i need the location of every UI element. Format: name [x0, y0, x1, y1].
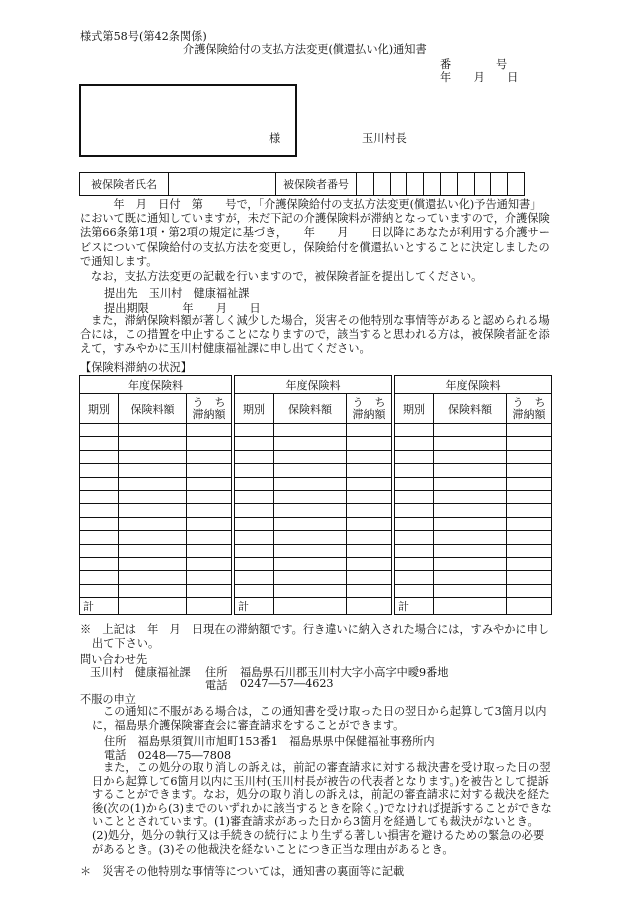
amount-cell[interactable]: [119, 464, 187, 477]
arrears-cell[interactable]: [187, 490, 232, 503]
amount-cell[interactable]: [274, 424, 347, 437]
total-label: 計: [235, 598, 274, 615]
period-cell[interactable]: [235, 544, 274, 557]
contact-address-label: 住所: [205, 666, 228, 679]
amount-cell[interactable]: [434, 490, 507, 503]
insured-number-digit[interactable]: [474, 173, 491, 196]
arrears-cell[interactable]: [347, 464, 392, 477]
arrears-cell[interactable]: [347, 544, 392, 557]
amount-cell[interactable]: [434, 557, 507, 570]
arrears-cell[interactable]: [507, 571, 552, 584]
period-cell[interactable]: [235, 571, 274, 584]
col-period: 期別: [80, 394, 119, 424]
period-cell[interactable]: [235, 437, 274, 450]
period-cell[interactable]: [395, 504, 434, 517]
amount-cell[interactable]: [274, 571, 347, 584]
amount-cell[interactable]: [434, 584, 507, 597]
col-arrears: [187, 394, 232, 424]
period-cell[interactable]: [80, 557, 119, 570]
arrears-cell[interactable]: [187, 584, 232, 597]
document-title: 介護保険給付の支払方法変更(償還払い化)通知書: [183, 43, 427, 56]
amount-cell[interactable]: [274, 557, 347, 570]
period-cell[interactable]: [235, 490, 274, 503]
arrears-cell[interactable]: [507, 464, 552, 477]
body-paragraph-3: また，滞納保険料額が著しく減少した場合，災害その他特別な事情等があると認められる場合には，この措置を中止することになりますので，該当すると思われる方は，被保険者証を添えて，すみやかに玉川村健康福祉課に申し出てください。: [80, 314, 550, 356]
amount-cell[interactable]: [119, 437, 187, 450]
amount-cell[interactable]: [274, 464, 347, 477]
amount-cell[interactable]: [119, 557, 187, 570]
arrears-cell[interactable]: [187, 424, 232, 437]
insured-number-digit[interactable]: [407, 173, 424, 196]
arrears-cell[interactable]: [347, 477, 392, 490]
amount-cell[interactable]: [434, 424, 507, 437]
period-cell[interactable]: [80, 531, 119, 544]
issuer-name: 玉川村長: [362, 132, 407, 145]
contact-tel: 0247―57―4623: [240, 677, 334, 690]
period-cell[interactable]: [395, 477, 434, 490]
arrears-note: ※ 上記は 年 月 日現在の滞納額です。行き違いに納入された場合には，すみやかに申し出て下さい。: [80, 623, 549, 650]
total-label: 計: [80, 598, 119, 615]
arrears-cell[interactable]: [507, 531, 552, 544]
period-cell[interactable]: [80, 571, 119, 584]
submit-to: 提出先 玉川村 健康福祉課: [104, 287, 250, 300]
amount-cell[interactable]: [274, 584, 347, 597]
arrears-cell[interactable]: [507, 584, 552, 597]
insured-number-digit[interactable]: [491, 173, 508, 196]
appeal-paragraph-2: また，この処分の取り消しの訴えは，前記の審査請求に対する裁決書を受け取った日の翌日から起算して6箇月以内に玉川村(玉川村長が被告の代表者となります。)を被告として提訴することができます。なお，処分の取り消しの訴えは，前記の審査請求に対する裁決を経た後(次の(1)から(3)までのいずれかに該当するときを除く。)でなければ提訴することができないこととされています。(1)審査請求があった日から3箇月を経過しても裁決がないとき。(2)処分，処分の執行又は手続きの続行により生ずる著しい損害を避けるための緊急の必要があるとき。(3)その他裁決を経ないことにつき正当な理由があるとき。: [92, 761, 552, 856]
arrears-cell[interactable]: [187, 531, 232, 544]
period-cell[interactable]: [395, 490, 434, 503]
amount-cell[interactable]: [434, 504, 507, 517]
fiscal-year-header: 年度保険料: [235, 376, 392, 394]
insured-number-digit[interactable]: [424, 173, 441, 196]
arrears-cell[interactable]: [507, 504, 552, 517]
arrears-cell[interactable]: [507, 450, 552, 463]
amount-cell[interactable]: [274, 477, 347, 490]
period-cell[interactable]: [80, 517, 119, 530]
arrears-cell[interactable]: [507, 557, 552, 570]
submit-deadline: 提出期限 年 月 日: [104, 302, 261, 315]
insured-number-digit[interactable]: [457, 173, 474, 196]
period-cell[interactable]: [395, 517, 434, 530]
total-amount-cell[interactable]: [119, 598, 187, 615]
number-label: 番 号: [440, 58, 508, 71]
arrears-cell[interactable]: [507, 517, 552, 530]
period-cell[interactable]: [235, 450, 274, 463]
total-amount-cell[interactable]: [274, 598, 347, 615]
sama-label: 様: [269, 132, 281, 145]
arrears-cell[interactable]: [347, 424, 392, 437]
col-premium-amount: 保険料額: [434, 394, 507, 424]
period-cell[interactable]: [235, 504, 274, 517]
amount-cell[interactable]: [119, 490, 187, 503]
arrears-cell[interactable]: [507, 490, 552, 503]
insured-info-table: [79, 172, 525, 196]
body-paragraph-1: 年 月 日付 第 号で，「介護保険給付の支払方法変更(償還払い化)予告通知書」において既に通知していますが，未だ下記の介護保険料が滞納となっていますので，介護保険法第66条第1項・第2項の規定に基づき， 年 月 日以降にあなたが利用する介護サービスについて保険給付の支払方法を変更し，保険給付を償還払いとすることに決定しましたので通知します。: [80, 198, 550, 268]
period-cell[interactable]: [235, 424, 274, 437]
addressee-box: [79, 84, 297, 157]
arrears-cell[interactable]: [347, 571, 392, 584]
arrears-table: [234, 375, 392, 615]
period-cell[interactable]: [395, 584, 434, 597]
arrears-cell[interactable]: [347, 584, 392, 597]
arrears-table: [79, 375, 232, 615]
arrears-cell[interactable]: [187, 477, 232, 490]
insured-number-digit[interactable]: [440, 173, 457, 196]
amount-cell[interactable]: [434, 531, 507, 544]
body-paragraph-2: なお，支払方法変更の記載を行いますので，被保険者証を提出してください。: [91, 270, 483, 283]
total-arrears-cell[interactable]: [507, 598, 552, 615]
insured-name-field[interactable]: [169, 173, 276, 196]
fiscal-year-header: 年度保険料: [395, 376, 552, 394]
amount-cell[interactable]: [119, 544, 187, 557]
insured-number-digit[interactable]: [373, 173, 390, 196]
appeal-heading: 不服の申立: [80, 693, 136, 706]
amount-cell[interactable]: [274, 544, 347, 557]
period-cell[interactable]: [80, 584, 119, 597]
date-label: 年 月 日: [440, 71, 519, 84]
contact-heading: 問い合わせ先: [80, 653, 148, 666]
col-arrears-amount: 滞納額: [352, 407, 386, 421]
col-arrears-amount: 滞納額: [512, 407, 546, 421]
arrears-cell[interactable]: [187, 464, 232, 477]
amount-cell[interactable]: [274, 504, 347, 517]
total-amount-cell[interactable]: [434, 598, 507, 615]
amount-cell[interactable]: [434, 450, 507, 463]
form-number: 様式第58号(第42条関係): [80, 30, 207, 43]
amount-cell[interactable]: [119, 504, 187, 517]
insured-name-label: 被保険者氏名: [80, 173, 169, 196]
appeal-paragraph-1: この通知に不服がある場合は，この通知書を受け取った日の翌日から起算して3箇月以内に，福島県介護保険審査会に審査請求をすることができます。: [92, 705, 547, 732]
period-cell[interactable]: [395, 531, 434, 544]
contact-address: 福島県石川郡玉川村大字小高字中曖9番地: [240, 666, 449, 679]
period-cell[interactable]: [395, 464, 434, 477]
arrears-cell[interactable]: [187, 517, 232, 530]
col-premium-amount: 保険料額: [274, 394, 347, 424]
arrears-cell[interactable]: [507, 544, 552, 557]
period-cell[interactable]: [80, 544, 119, 557]
amount-cell[interactable]: [434, 517, 507, 530]
col-uchi: う ち: [512, 395, 546, 409]
period-cell[interactable]: [235, 531, 274, 544]
period-cell[interactable]: [235, 477, 274, 490]
amount-cell[interactable]: [434, 437, 507, 450]
period-cell[interactable]: [395, 571, 434, 584]
arrears-cell[interactable]: [507, 477, 552, 490]
period-cell[interactable]: [80, 424, 119, 437]
arrears-cell[interactable]: [187, 504, 232, 517]
arrears-table: [394, 375, 552, 615]
amount-cell[interactable]: [434, 544, 507, 557]
amount-cell[interactable]: [119, 424, 187, 437]
col-uchi: う ち: [192, 395, 226, 409]
insured-number-digit[interactable]: [390, 173, 407, 196]
arrears-cell[interactable]: [187, 557, 232, 570]
arrears-cell[interactable]: [187, 571, 232, 584]
period-cell[interactable]: [80, 450, 119, 463]
period-cell[interactable]: [395, 424, 434, 437]
period-cell[interactable]: [395, 557, 434, 570]
amount-cell[interactable]: [274, 517, 347, 530]
appeal-address: 住所 福島県須賀川市旭町153番1 福島県県中保健福祉事務所内: [104, 735, 435, 748]
period-cell[interactable]: [395, 544, 434, 557]
fiscal-year-header: 年度保険料: [80, 376, 232, 394]
col-period: 期別: [395, 394, 434, 424]
period-cell[interactable]: [395, 437, 434, 450]
arrears-cell[interactable]: [507, 437, 552, 450]
amount-cell[interactable]: [274, 490, 347, 503]
period-cell[interactable]: [80, 477, 119, 490]
arrears-cell[interactable]: [347, 531, 392, 544]
amount-cell[interactable]: [119, 517, 187, 530]
period-cell[interactable]: [235, 517, 274, 530]
arrears-cell[interactable]: [347, 437, 392, 450]
amount-cell[interactable]: [119, 450, 187, 463]
col-arrears: [347, 394, 392, 424]
col-arrears: [507, 394, 552, 424]
amount-cell[interactable]: [119, 584, 187, 597]
col-arrears-amount: 滞納額: [192, 407, 226, 421]
arrears-cell[interactable]: [507, 424, 552, 437]
arrears-cell[interactable]: [347, 490, 392, 503]
arrears-cell[interactable]: [187, 437, 232, 450]
appeal-tel: 電話 0248―75―7808: [104, 749, 232, 762]
period-cell[interactable]: [80, 504, 119, 517]
contact-dept: 玉川村 健康福祉課: [90, 666, 191, 679]
insured-number-label: 被保険者番号: [276, 173, 357, 196]
period-cell[interactable]: [80, 437, 119, 450]
total-arrears-cell[interactable]: [347, 598, 392, 615]
insured-number-digit[interactable]: [357, 173, 374, 196]
arrears-cell[interactable]: [347, 517, 392, 530]
amount-cell[interactable]: [274, 437, 347, 450]
amount-cell[interactable]: [434, 464, 507, 477]
arrears-cell[interactable]: [347, 504, 392, 517]
arrears-cell[interactable]: [347, 450, 392, 463]
amount-cell[interactable]: [274, 531, 347, 544]
amount-cell[interactable]: [119, 531, 187, 544]
total-label: 計: [395, 598, 434, 615]
period-cell[interactable]: [235, 464, 274, 477]
total-arrears-cell[interactable]: [187, 598, 232, 615]
period-cell[interactable]: [80, 464, 119, 477]
amount-cell[interactable]: [119, 477, 187, 490]
amount-cell[interactable]: [434, 571, 507, 584]
col-uchi: う ち: [352, 395, 386, 409]
amount-cell[interactable]: [119, 571, 187, 584]
insured-number-digit[interactable]: [508, 173, 525, 196]
period-cell[interactable]: [235, 584, 274, 597]
period-cell[interactable]: [395, 450, 434, 463]
arrears-heading: 【保険料滞納の状況】: [80, 361, 192, 374]
arrears-cell[interactable]: [187, 450, 232, 463]
amount-cell[interactable]: [434, 477, 507, 490]
arrears-cell[interactable]: [187, 544, 232, 557]
arrears-cell[interactable]: [347, 557, 392, 570]
footnote: ＊ 災害その他特別な事情等については，通知書の裏面等に記載: [80, 865, 405, 878]
col-period: 期別: [235, 394, 274, 424]
period-cell[interactable]: [80, 490, 119, 503]
period-cell[interactable]: [235, 557, 274, 570]
amount-cell[interactable]: [274, 450, 347, 463]
contact-tel-label: 電話: [205, 679, 228, 692]
col-premium-amount: 保険料額: [119, 394, 187, 424]
